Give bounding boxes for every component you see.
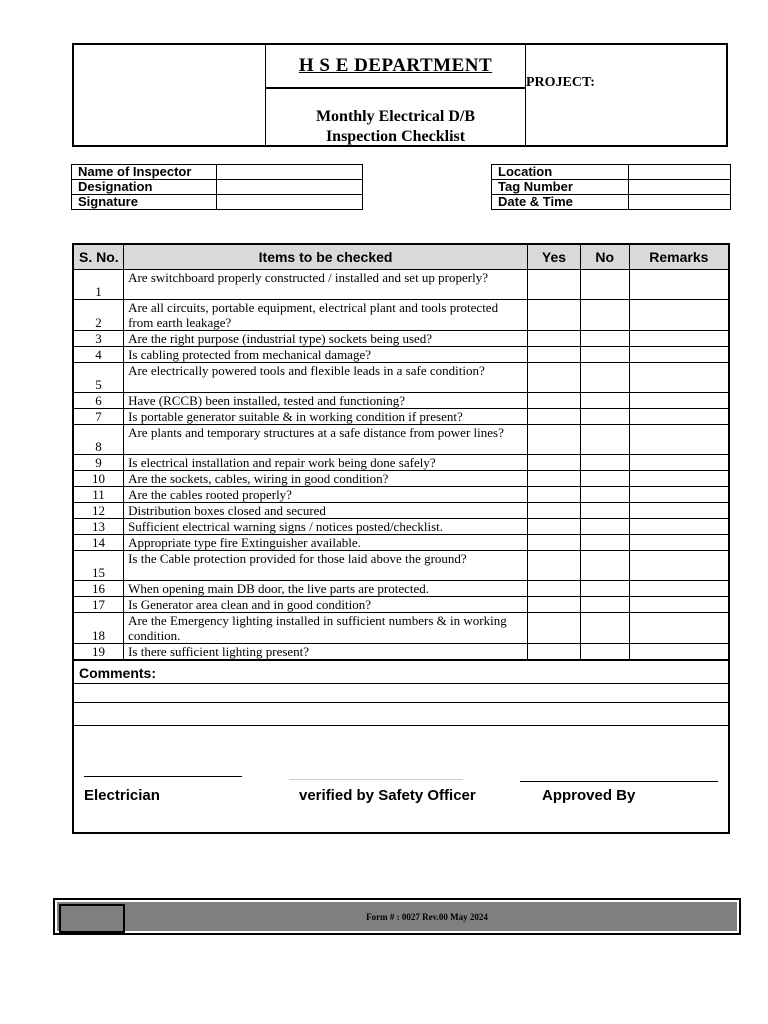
location-info-table — [491, 164, 731, 210]
name-of-inspector-field[interactable] — [217, 165, 363, 180]
checklist-row — [73, 347, 729, 363]
check-item-text: Have (RCCB) been installed, tested and functioning? — [124, 393, 528, 409]
yes-checkbox-cell[interactable] — [528, 347, 581, 363]
column-header-yes: Yes — [528, 244, 581, 270]
checklist-row — [73, 503, 729, 519]
no-checkbox-cell[interactable] — [580, 551, 629, 581]
check-item-text: Is electrical installation and repair work being done safely? — [124, 455, 528, 471]
remarks-cell[interactable] — [629, 487, 729, 503]
comments-label: Comments: — [79, 665, 157, 681]
info-label: Location — [492, 165, 629, 180]
row-number: 2 — [73, 300, 124, 331]
no-checkbox-cell[interactable] — [580, 425, 629, 455]
row-number: 13 — [73, 519, 124, 535]
remarks-cell[interactable] — [629, 363, 729, 393]
checklist-header-row — [73, 244, 729, 270]
designation-field[interactable] — [217, 180, 363, 195]
info-label: Tag Number — [492, 180, 629, 195]
check-item-text: Are the cables rooted properly? — [124, 487, 528, 503]
check-item-text: Is there sufficient lighting present? — [124, 644, 528, 661]
comments-section — [72, 655, 730, 834]
checklist-body — [73, 270, 729, 661]
info-row — [72, 165, 363, 180]
checklist-row — [73, 331, 729, 347]
checklist-row — [73, 471, 729, 487]
remarks-cell[interactable] — [629, 471, 729, 487]
row-number: 15 — [73, 551, 124, 581]
yes-checkbox-cell[interactable] — [528, 503, 581, 519]
column-header-sno: S. No. — [73, 244, 124, 270]
remarks-cell[interactable] — [629, 300, 729, 331]
yes-checkbox-cell[interactable] — [528, 300, 581, 331]
checklist-row — [73, 455, 729, 471]
check-item-text: When opening main DB door, the live parts are protected. — [124, 581, 528, 597]
inspector-info-table — [71, 164, 363, 210]
yes-checkbox-cell[interactable] — [528, 613, 581, 644]
yes-checkbox-cell[interactable] — [528, 270, 581, 300]
row-number: 4 — [73, 347, 124, 363]
inspection-checklist-table — [72, 243, 730, 661]
document-title — [266, 107, 525, 147]
check-item-text: Is cabling protected from mechanical damage? — [124, 347, 528, 363]
remarks-cell[interactable] — [629, 270, 729, 300]
row-number: 18 — [73, 613, 124, 644]
yes-checkbox-cell[interactable] — [528, 455, 581, 471]
remarks-cell[interactable] — [629, 455, 729, 471]
no-checkbox-cell[interactable] — [580, 581, 629, 597]
yes-checkbox-cell[interactable] — [528, 597, 581, 613]
no-checkbox-cell[interactable] — [580, 409, 629, 425]
check-item-text: Are all circuits, portable equipment, electrical plant and tools protected from earth leakage? — [124, 300, 528, 331]
no-checkbox-cell[interactable] — [580, 597, 629, 613]
no-checkbox-cell[interactable] — [580, 270, 629, 300]
check-item-text: Are plants and temporary structures at a safe distance from power lines? — [124, 425, 528, 455]
remarks-cell[interactable] — [629, 597, 729, 613]
row-number: 12 — [73, 503, 124, 519]
department-title: H S E DEPARTMENT — [266, 45, 525, 89]
remarks-cell[interactable] — [629, 613, 729, 644]
checklist-row — [73, 363, 729, 393]
info-label: Signature — [72, 195, 217, 210]
checklist-row — [73, 270, 729, 300]
no-checkbox-cell[interactable] — [580, 535, 629, 551]
info-row — [492, 165, 731, 180]
no-checkbox-cell[interactable] — [580, 613, 629, 644]
electrician-label: Electrician — [84, 787, 160, 804]
approver-signature-line[interactable] — [520, 781, 718, 782]
checklist-row — [73, 581, 729, 597]
electrician-signature-line[interactable] — [84, 776, 242, 777]
row-number: 19 — [73, 644, 124, 661]
check-item-text: Appropriate type fire Extinguisher available. — [124, 535, 528, 551]
yes-checkbox-cell[interactable] — [528, 471, 581, 487]
safety-officer-label: verified by Safety Officer — [299, 787, 476, 804]
tag-number-field[interactable] — [629, 180, 731, 195]
no-checkbox-cell[interactable] — [580, 455, 629, 471]
approved-by-label: Approved By — [542, 787, 636, 804]
info-label: Designation — [72, 180, 217, 195]
check-item-text: Is Generator area clean and in good condition? — [124, 597, 528, 613]
no-checkbox-cell[interactable] — [580, 471, 629, 487]
row-number: 5 — [73, 363, 124, 393]
header-title-cell — [266, 45, 526, 145]
remarks-cell[interactable] — [629, 581, 729, 597]
check-item-text: Distribution boxes closed and secured — [124, 503, 528, 519]
yes-checkbox-cell[interactable] — [528, 393, 581, 409]
no-checkbox-cell[interactable] — [580, 300, 629, 331]
remarks-cell[interactable] — [629, 503, 729, 519]
comment-line — [74, 725, 728, 726]
remarks-cell[interactable] — [629, 393, 729, 409]
yes-checkbox-cell[interactable] — [528, 425, 581, 455]
yes-checkbox-cell[interactable] — [528, 519, 581, 535]
comment-line — [74, 683, 728, 684]
remarks-cell[interactable] — [629, 425, 729, 455]
checklist-row — [73, 535, 729, 551]
column-header-no: No — [580, 244, 629, 270]
row-number: 9 — [73, 455, 124, 471]
no-checkbox-cell[interactable] — [580, 503, 629, 519]
info-row — [72, 180, 363, 195]
no-checkbox-cell[interactable] — [580, 519, 629, 535]
comment-line — [74, 702, 728, 703]
header-block — [72, 43, 728, 147]
info-label: Date & Time — [492, 195, 629, 210]
no-checkbox-cell[interactable] — [580, 363, 629, 393]
row-number: 10 — [73, 471, 124, 487]
checklist-row — [73, 551, 729, 581]
checklist-row — [73, 613, 729, 644]
row-number: 16 — [73, 581, 124, 597]
yes-checkbox-cell[interactable] — [528, 551, 581, 581]
checklist-row — [73, 487, 729, 503]
check-item-text: Are the Emergency lighting installed in sufficient numbers & in working condition. — [124, 613, 528, 644]
check-item-text: Are switchboard properly constructed / installed and set up properly? — [124, 270, 528, 300]
row-number: 7 — [73, 409, 124, 425]
check-item-text: Are the right purpose (industrial type) sockets being used? — [124, 331, 528, 347]
check-item-text: Is the Cable protection provided for those laid above the ground? — [124, 551, 528, 581]
remarks-cell[interactable] — [629, 535, 729, 551]
checklist-row — [73, 519, 729, 535]
remarks-cell[interactable] — [629, 409, 729, 425]
yes-checkbox-cell[interactable] — [528, 331, 581, 347]
row-number: 8 — [73, 425, 124, 455]
signature-field[interactable] — [217, 195, 363, 210]
no-checkbox-cell[interactable] — [580, 331, 629, 347]
form-footer — [53, 898, 741, 935]
row-number: 11 — [73, 487, 124, 503]
remarks-cell[interactable] — [629, 331, 729, 347]
location-field[interactable] — [629, 165, 731, 180]
check-item-text: Is portable generator suitable & in working condition if present? — [124, 409, 528, 425]
date-time-field[interactable] — [629, 195, 731, 210]
yes-checkbox-cell[interactable] — [528, 487, 581, 503]
row-number: 1 — [73, 270, 124, 300]
project-label: PROJECT: — [526, 75, 595, 90]
checklist-row — [73, 300, 729, 331]
yes-checkbox-cell[interactable] — [528, 535, 581, 551]
remarks-cell[interactable] — [629, 551, 729, 581]
no-checkbox-cell[interactable] — [580, 393, 629, 409]
yes-checkbox-cell[interactable] — [528, 363, 581, 393]
check-item-text: Sufficient electrical warning signs / notices posted/checklist. — [124, 519, 528, 535]
form-reference: Form # : 0027 Rev.00 May 2024 — [366, 911, 488, 922]
check-item-text: Are electrically powered tools and flexible leads in a safe condition? — [124, 363, 528, 393]
checklist-row — [73, 425, 729, 455]
info-row — [492, 180, 731, 195]
remarks-cell[interactable] — [629, 347, 729, 363]
checklist-row — [73, 409, 729, 425]
checklist-row — [73, 597, 729, 613]
remarks-cell[interactable] — [629, 519, 729, 535]
row-number: 6 — [73, 393, 124, 409]
info-row — [492, 195, 731, 210]
row-number: 17 — [73, 597, 124, 613]
safety-officer-signature-line[interactable] — [289, 779, 463, 780]
check-item-text: Are the sockets, cables, wiring in good condition? — [124, 471, 528, 487]
footer-band — [57, 902, 737, 931]
yes-checkbox-cell[interactable] — [528, 581, 581, 597]
info-row — [72, 195, 363, 210]
document-title-line1: Monthly Electrical D/B — [315, 108, 476, 125]
logo-cell — [74, 45, 266, 145]
row-number: 14 — [73, 535, 124, 551]
info-label: Name of Inspector — [72, 165, 217, 180]
row-number: 3 — [73, 331, 124, 347]
document-title-line2: Inspection Checklist — [325, 128, 466, 145]
no-checkbox-cell[interactable] — [580, 487, 629, 503]
column-header-items: Items to be checked — [124, 244, 528, 270]
yes-checkbox-cell[interactable] — [528, 409, 581, 425]
column-header-remarks: Remarks — [629, 244, 729, 270]
checklist-row — [73, 393, 729, 409]
no-checkbox-cell[interactable] — [580, 347, 629, 363]
